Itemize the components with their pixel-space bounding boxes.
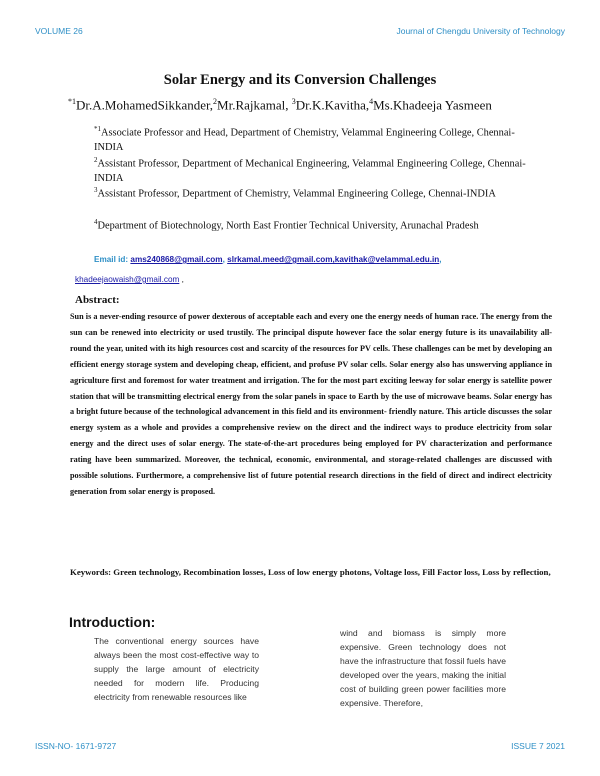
author-name: Mr.Rajkamal, [217, 97, 292, 113]
paper-title: Solar Energy and its Conversion Challenges [163, 72, 437, 88]
email-link-2[interactable]: slrkamal.meed@gmail.com,kavithak@velammal.edu.in [227, 255, 440, 264]
abstract-body: Sun is a never-ending resource of power dexterous of acceptable each and every one the energy needs of human race. The energy from the sun can be renewed into electricity or used trustily. The principal dispute however face the solar energy future is its unavailability all-round the year, united with its high resources cost and scarcity of the resources for PV cells. These challenges can be met by developing an efficient energy storage system and developing cheap, efficient, and profuse PV solar cells. Solar energy also has unswerving appliance in agriculture first and foremost for water treatment and irrigation. The for the most part exciting leeway for solar energy is satellite power station that will be transmitting electrical energy from the solar panels in space to Earth by the use of microwave beams. Solar energy has a bright future because of the technological advancement in this field and its environment- friendly nature. This article discusses the solar energy system as a whole and provides a comprehensive review on the direct and the indirect ways to produce electricity from solar energy and the direct uses of solar energy. The state-of-the-art procedures being employed for PV characterization and performance rating have been summarized. Moreover, the technical, economic, environmental, and storage-related challenges are discussed with possible solutions. Furthermore, a comprehensive list of future potential research directions in the field of direct and indirect electricity generation from solar energy is proposed. [70, 312, 552, 496]
email-end: , [439, 255, 442, 264]
affiliation-text: Associate Professor and Head, Department of Chemistry, Velammal Engineering College, Chennai-INDIA [94, 127, 515, 153]
author-sup: 3 [291, 97, 296, 106]
author-name: Dr.K.Kavitha, [295, 97, 370, 113]
email-separator: , [222, 255, 228, 264]
footer-issue: ISSUE 7 2021 [511, 741, 565, 751]
email-line [94, 255, 442, 264]
keywords: Keywords: Green technology, Recombination losses, Loss of low energy photons, Voltage loss, Fill Factor loss, Loss by reflection, [70, 567, 551, 577]
author-sup: 2 [213, 97, 218, 106]
affiliation-sup: 4 [94, 218, 98, 226]
intro-column-left: The conventional energy sources have always been the most cost-effective way to supply the large amount of electricity needed for modern life. Producing electricity from renewable resources like [94, 636, 259, 702]
email-end-2: , [179, 275, 184, 284]
intro-column-right: wind and biomass is simply more expensive. Green technology does not have the infrastructure that fossil fuels have developed over the years, making the initial cost of building green power facilities more expensive. Therefore, [340, 628, 506, 708]
affiliation-text: Department of Biotechnology, North East Frontier Technical University, Arunachal Pradesh [97, 220, 479, 232]
email-link-1[interactable]: ams240868@gmail.com [130, 255, 223, 264]
email-line-2 [75, 275, 184, 284]
affiliation-2 [94, 153, 534, 186]
affiliation-3 [94, 183, 534, 202]
affiliation-text: Assistant Professor, Department of Mechanical Engineering, Velammal Engineering College, Chennai-INDIA [94, 158, 526, 184]
running-header-journal: Journal of Chengdu University of Technology [396, 26, 565, 36]
author-name: Ms.Khadeeja Yasmeen [373, 97, 492, 113]
author-name: Dr.A.MohamedSikkander, [76, 97, 214, 113]
footer-issn: ISSN-NO- 1671-9727 [35, 741, 117, 751]
affiliation-sup: *1 [94, 125, 101, 133]
email-label: Email id: [94, 255, 131, 264]
email-link-3[interactable]: khadeejaowaish@gmail.com [75, 275, 180, 284]
affiliation-1 [94, 122, 534, 155]
author-sup: 4 [369, 97, 374, 106]
affiliation-text: Assistant Professor, Department of Chemistry, Velammal Engineering College, Chennai-INDIA [97, 188, 496, 200]
introduction-heading: Introduction: [69, 614, 156, 630]
author-sup: *1 [68, 97, 76, 106]
running-header-volume: VOLUME 26 [35, 26, 83, 36]
affiliation-sup: 2 [94, 156, 98, 164]
author-list [68, 97, 492, 113]
abstract-heading: Abstract: [75, 294, 120, 306]
affiliation-4 [94, 215, 534, 234]
affiliation-sup: 3 [94, 186, 98, 194]
